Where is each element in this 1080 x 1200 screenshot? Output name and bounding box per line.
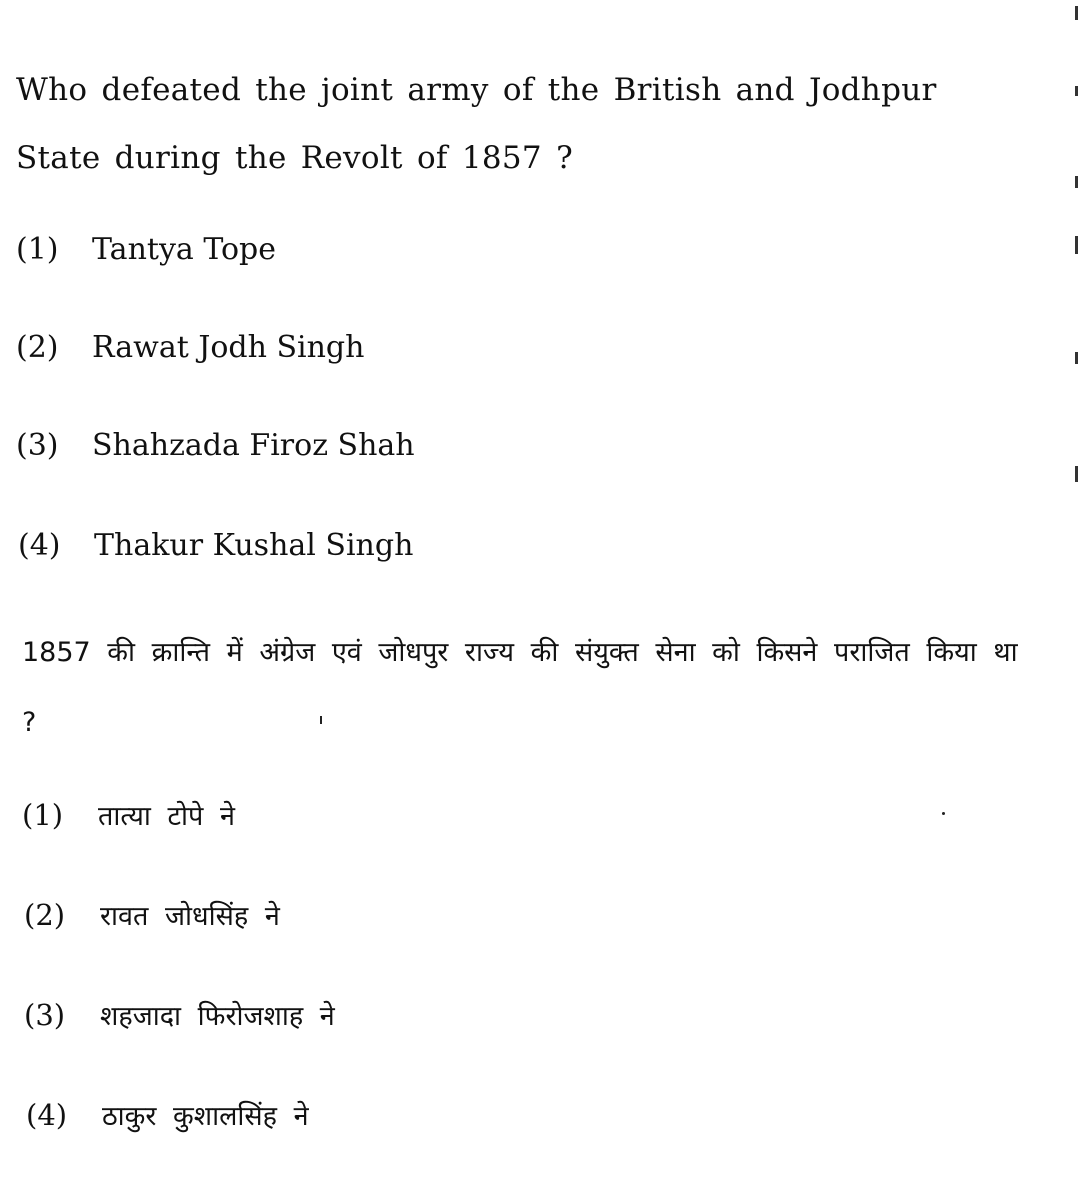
option-number: (3) xyxy=(24,998,66,1032)
option-number: (3) xyxy=(16,428,59,463)
option-hindi-2 xyxy=(24,896,280,933)
option-hindi-3 xyxy=(24,996,335,1033)
option-hindi-1 xyxy=(22,796,235,833)
option-number: (2) xyxy=(24,898,66,932)
scan-speck xyxy=(942,812,945,815)
option-text: Tantya Tope xyxy=(92,232,277,267)
option-number: (4) xyxy=(18,528,61,563)
option-text: Rawat Jodh Singh xyxy=(92,330,365,365)
question-hindi: 1857 की क्रान्ति में अंग्रेज एवं जोधपुर राज्य की संयुक्त सेना को किसने पराजित किया था ? xyxy=(22,637,1018,738)
option-hindi-4 xyxy=(26,1096,309,1133)
option-number: (1) xyxy=(22,798,64,832)
option-number: (4) xyxy=(26,1098,68,1132)
option-english-1 xyxy=(16,232,276,267)
option-number: (2) xyxy=(16,330,59,365)
option-english-4 xyxy=(18,528,413,563)
option-text: रावत जोधसिंह ने xyxy=(100,901,280,932)
option-text: तात्या टोपे ने xyxy=(98,801,235,832)
option-text: ठाकुर कुशालसिंह ने xyxy=(102,1101,309,1132)
option-text: शहजादा फिरोजशाह ने xyxy=(100,1001,335,1032)
option-text: Shahzada Firoz Shah xyxy=(92,428,415,463)
question-english: Who defeated the joint army of the British and Jodhpur State during the Revolt of 1857 ? xyxy=(16,72,937,176)
option-english-2 xyxy=(16,330,364,365)
scan-speck xyxy=(320,716,322,724)
option-text: Thakur Kushal Singh xyxy=(94,528,414,563)
option-number: (1) xyxy=(16,232,59,267)
option-english-3 xyxy=(16,428,415,463)
scan-edge-marks xyxy=(1068,0,1080,520)
